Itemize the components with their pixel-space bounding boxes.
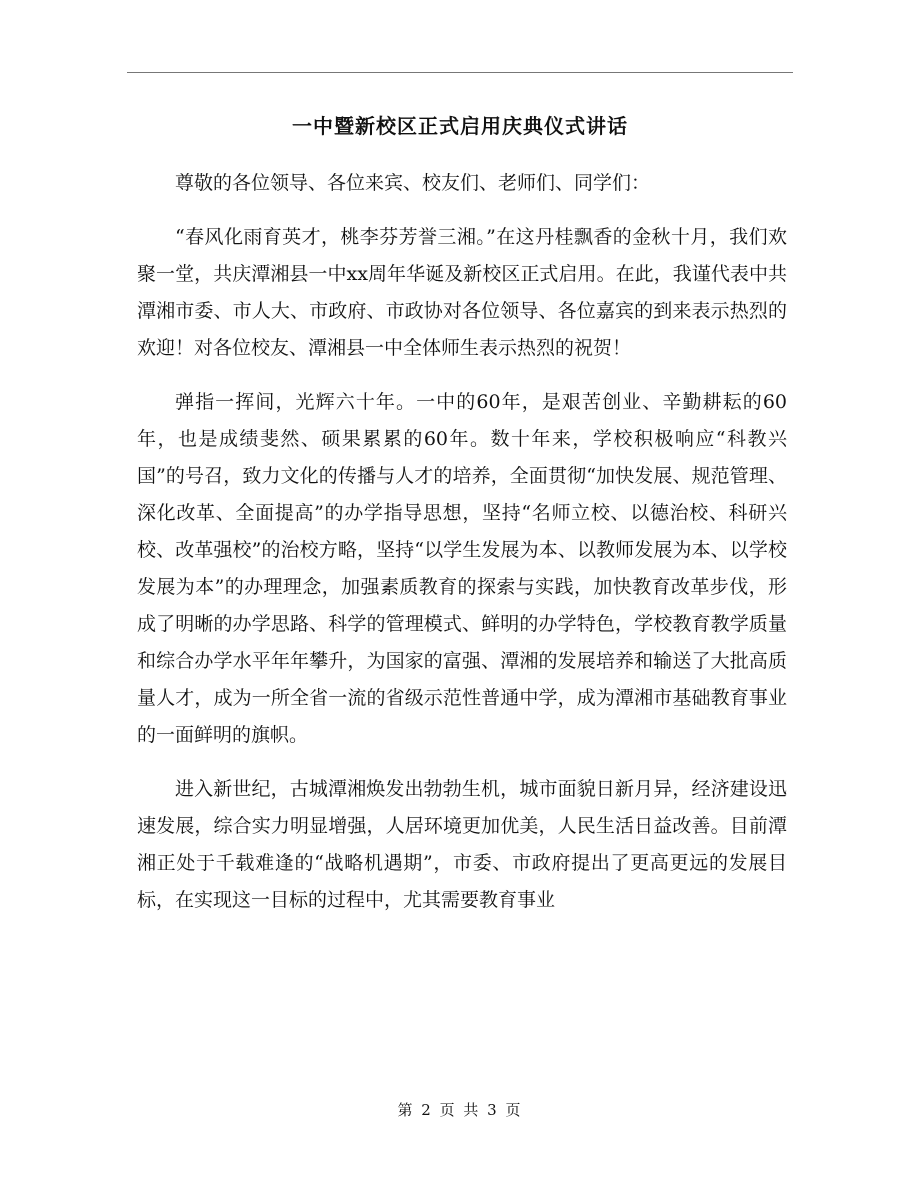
- body-paragraph: “春风化雨育英才，桃李芬芳誉三湘。”在这丹桂飘香的金秋十月，我们欢聚一堂，共庆潭湘县一中xx周年华诞及新校区正式启用。在此，我谨代表中共潭湘市委、市人大、市政府、市政协对各位领导、各位嘉宾的到来表示热烈的欢迎！对各位校友、潭湘县一中全体师生表示热烈的祝贺！: [137, 226, 787, 359]
- header-divider: [127, 72, 793, 73]
- page-number-footer: 第 2 页 共 3 页: [397, 1101, 523, 1119]
- salutation-paragraph: 尊敬的各位领导、各位来宾、校友们、老师们、同学们：: [175, 172, 651, 194]
- document-body: [137, 165, 787, 936]
- body-paragraph: 弹指一挥间，光辉六十年。一中的60年，是艰苦创业、辛勤耕耘的60年，也是成绩斐然、硕果累累的60年。数十年来，学校积极响应“科教兴国”的号召，致力文化的传播与人才的培养，全面贯彻“加快发展、规范管理、深化改革、全面提高”的办学指导思想，坚持“名师立校、以德治校、科研兴校、改革强校”的治校方略，坚持“以学生发展为本、以教师发展为本、以学校发展为本”的办理理念，加强素质教育的探索与实践，加快教育改革步伐，形成了明晰的办学思路、科学的管理模式、鲜明的办学特色，学校教育教学质量和综合办学水平年年攀升，为国家的富强、潭湘的发展培养和输送了大批高质量人才，成为一所全省一流的省级示范性普通中学，成为潭湘市基础教育事业的一面鲜明的旗帜。: [137, 391, 787, 746]
- body-paragraph: 进入新世纪，古城潭湘焕发出勃勃生机，城市面貌日新月异，经济建设迅速发展，综合实力明显增强，人居环境更加优美，人民生活日益改善。目前潭湘正处于千载难逢的“战略机遇期”，市委、市政府提出了更高更远的发展目标，在实现这一目标的过程中，尤其需要教育事业: [137, 778, 787, 911]
- document-title: 一中暨新校区正式启用庆典仪式讲话: [292, 114, 628, 138]
